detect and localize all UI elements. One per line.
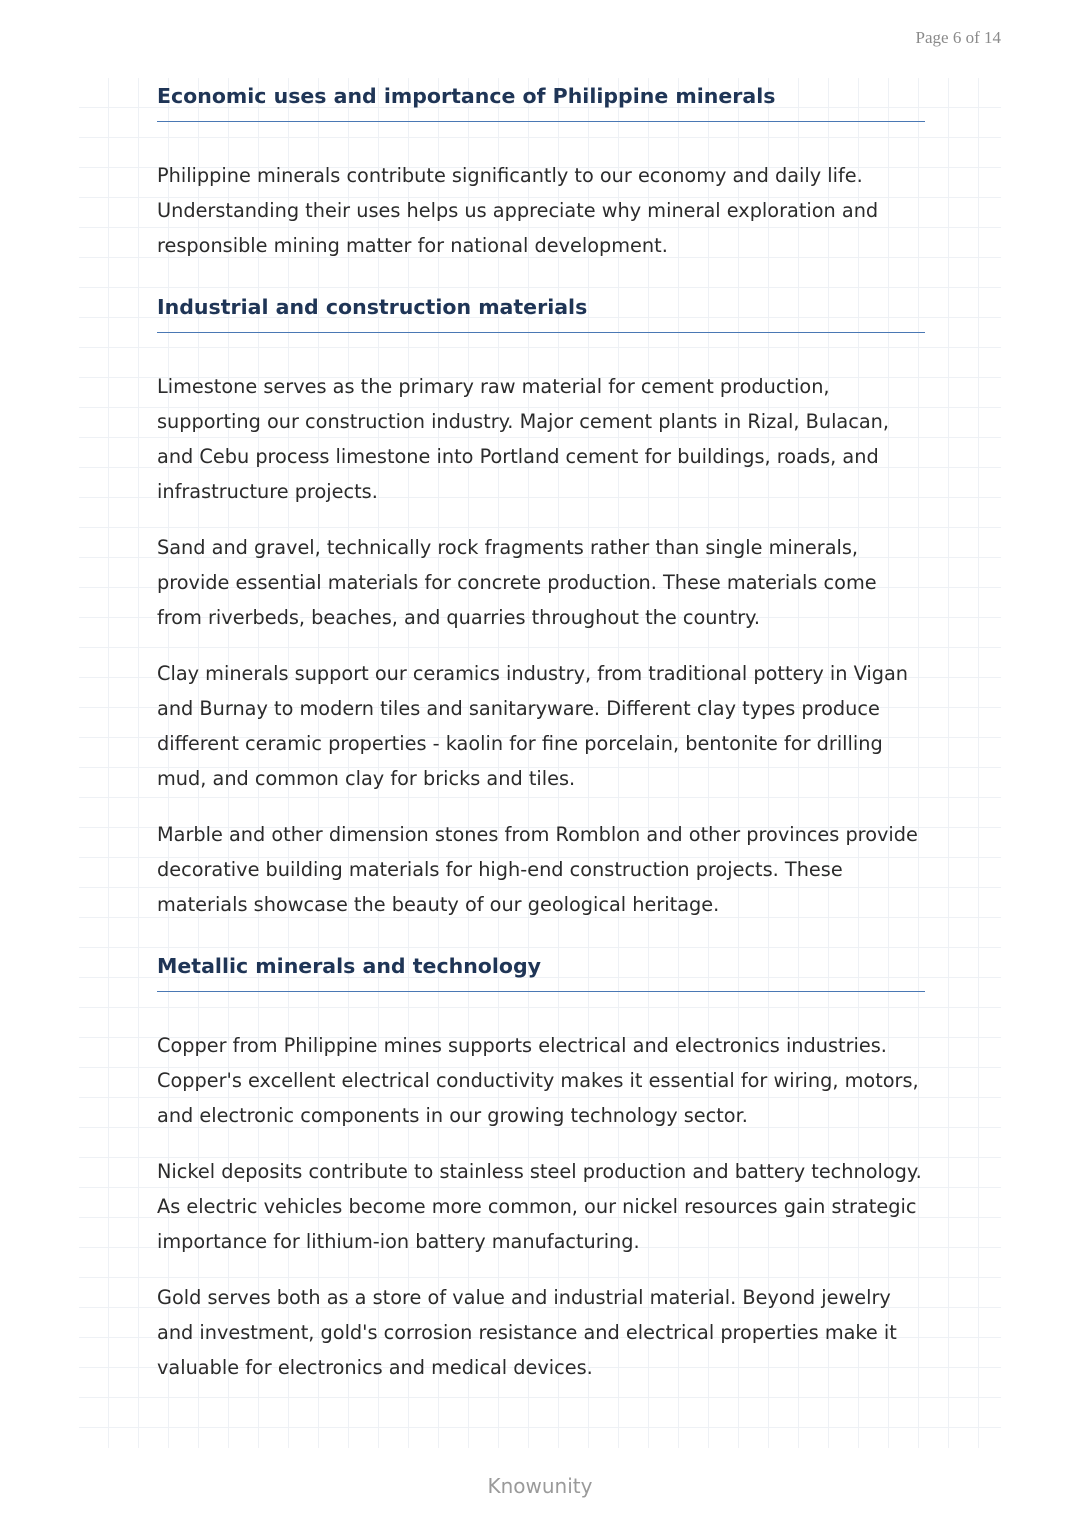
paragraph-limestone: Limestone serves as the primary raw material for cement production, supporting our construction industry. Major cement plants in Rizal, Bulacan, and Cebu process limestone into Portland cement for buildings, roads, and infrastructure projects. — [157, 375, 890, 503]
paragraph-nickel: Nickel deposits contribute to stainless steel production and battery technology. As electric vehicles become more common, our nickel resources gain strategic importance for lithium-ion battery manufacturing. — [157, 1160, 922, 1253]
paragraph-sand-gravel: Sand and gravel, technically rock fragments rather than single minerals, provide essential materials for concrete production. These materials come from riverbeds, beaches, and quarries throughout the country. — [157, 536, 877, 629]
paragraph-gold: Gold serves both as a store of value and industrial material. Beyond jewelry and investment, gold's corrosion resistance and electrical properties make it valuable for electronics and medical devices. — [157, 1286, 897, 1379]
paragraph-intro: Philippine minerals contribute significantly to our economy and daily life. Understanding their uses helps us appreciate why mineral exploration and responsible mining matter for national development. — [157, 164, 879, 257]
paragraph-copper: Copper from Philippine mines supports electrical and electronics industries. Copper's excellent electrical conductivity makes it essential for wiring, motors, and electronic components in our growing technology sector. — [157, 1034, 919, 1127]
paragraph-clay: Clay minerals support our ceramics industry, from traditional pottery in Vigan and Burnay to modern tiles and sanitaryware. Different clay types produce different ceramic properties - kaolin for fine porcelain, bentonite for drilling mud, and common clay for bricks and tiles. — [157, 662, 908, 790]
document-content — [157, 80, 925, 1385]
section-heading-economic-uses: Economic uses and importance of Philippine minerals — [157, 80, 925, 122]
section-heading-metallic-minerals: Metallic minerals and technology — [157, 950, 925, 992]
footer-brand: Knowunity — [487, 1474, 593, 1498]
paragraph-marble: Marble and other dimension stones from Romblon and other provinces provide decorative building materials for high-end construction projects. These materials showcase the beauty of our geological heritage. — [157, 823, 918, 916]
page-number: Page 6 of 14 — [915, 28, 1001, 47]
section-heading-industrial-materials: Industrial and construction materials — [157, 291, 925, 333]
